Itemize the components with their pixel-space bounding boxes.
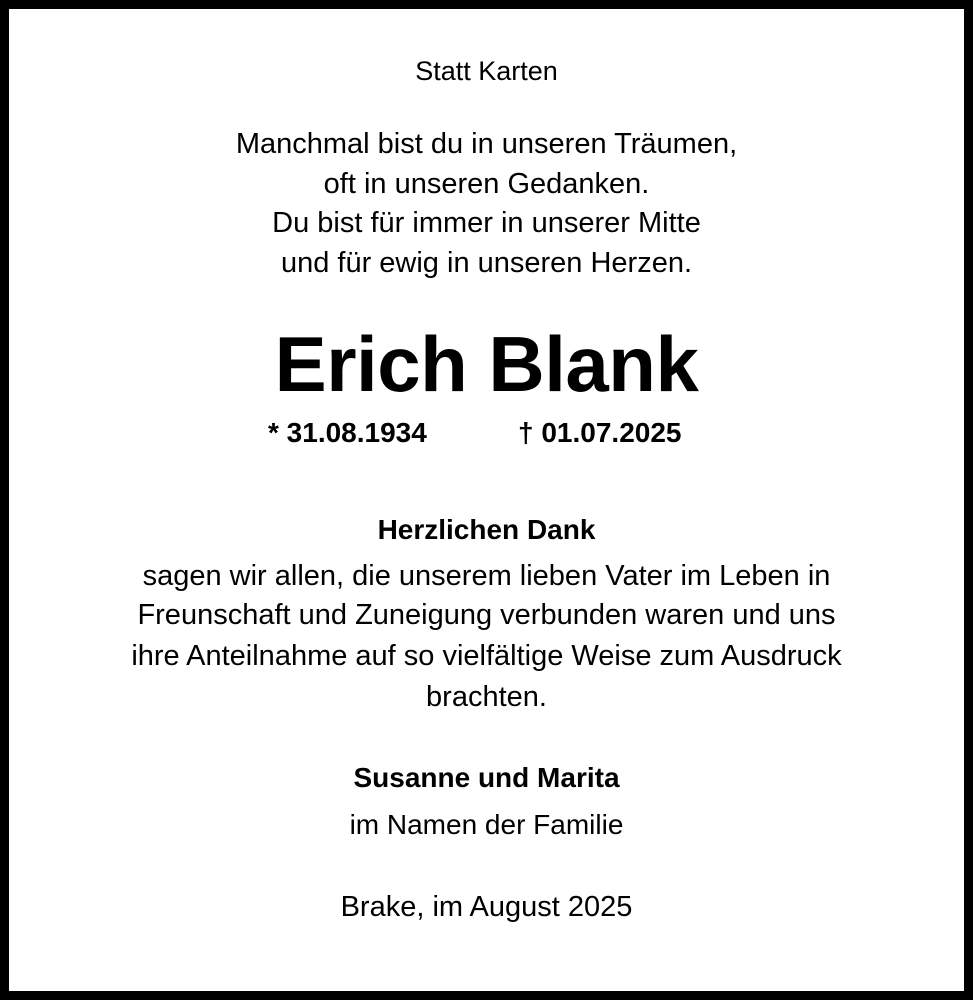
thanks-line: brachten. [426, 681, 547, 713]
signers: Susanne und Marita [353, 762, 620, 793]
thanks-line: Freunschaft und Zuneigung verbunden waren und uns [137, 599, 836, 631]
poem-line: und für ewig in unseren Herzen. [280, 247, 693, 279]
poem-line: oft in unseren Gedanken. [323, 168, 650, 200]
thanks-line: sagen wir allen, die unserem lieben Vater im Leben in [142, 560, 831, 592]
birth-date: * 31.08.1934 [268, 417, 427, 448]
signers-subtitle: im Namen der Familie [349, 809, 624, 840]
thanks-title: Herzlichen Dank [377, 514, 596, 545]
poem-line: Manchmal bist du in unseren Träumen, [235, 128, 738, 160]
place-date: Brake, im August 2025 [340, 891, 633, 923]
thanks-line: ihre Anteilnahme auf so vielfältige Weise zum Ausdruck [131, 640, 842, 672]
header-text: Statt Karten [415, 56, 558, 86]
poem-line: Du bist für immer in unserer Mitte [272, 207, 701, 239]
death-date: † 01.07.2025 [518, 417, 682, 448]
deceased-name: Erich Blank [274, 320, 699, 408]
